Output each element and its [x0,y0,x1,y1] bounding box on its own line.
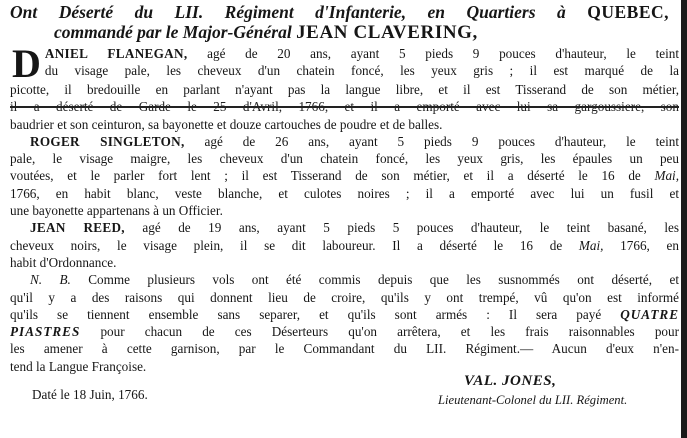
reward-amount-word: QUATRE [620,306,679,322]
month-italic: Mai, [578,237,604,253]
deserter-name: ANIEL FLANEGAN, [44,46,188,61]
text-line [10,306,679,323]
scan-border [681,0,687,438]
text-line: 1766, en habit blanc, veste blanche, et culotes noires ; il a emporté avec lui un fusil et [10,185,679,201]
text-segment: agé de 20 ans, ayant 5 pieds 9 pouces d'hauteur, le teint [187,46,680,61]
text-line: picotte, il bredouille en parlant n'ayant pas la langue libre, et il est Tisserand de son métier, [10,82,679,97]
text-line [10,237,679,254]
text-segment: agé de 26 ans, ayant 5 pieds 9 pouces d'hauteur, le teint [184,133,680,149]
text-line: il a déserté de Garde le 25 d'Avril, 1766, et il a emporté avec lui sa gargoussiere, son [10,99,679,115]
text-line [10,45,679,62]
month-italic: Mai, [654,168,679,184]
notice-body [10,41,680,375]
deserter-paragraph-flanegan [10,41,680,133]
text-line: les amener à cette garnison, par le Commandant du LII. Régiment.— Aucun d'eux n'en- [10,341,679,357]
reward-currency-word: PIASTRES [10,324,81,340]
text-line: tend la Langue Françoise. [10,358,147,374]
heading-regiment-text: Ont Déserté du LII. Régiment d'Infanterie, en Quartiers à [10,2,588,22]
text-segment: qu'ils se tiennent ensemble sans separer, et qu'ils sont armés : Il sera payé [10,306,621,322]
text-segment: pour chacun de ces Déserteurs qu'on arrêtera, et les frais raisonnables pour [80,324,679,340]
deserter-name: JEAN REED, [30,220,125,236]
notice-heading-line2 [54,22,679,43]
text-line: du visage pale, les cheveux d'un chatein foncé, les yeux gris ; il est marqué de la [44,63,679,79]
text-line [10,219,679,236]
text-line: baudrier et son ceinturon, sa bayonette et douze cartouches de poudre et de balles. [10,116,443,132]
text-line [10,167,679,184]
text-line: habit d'Ordonnance. [10,254,117,270]
text-segment: 1766, en [603,237,679,253]
text-line [10,323,679,340]
text-segment: cheveux noirs, le visage plein, il se dit laboureur. Il a déserté le 16 de [10,237,579,253]
signer-name: VAL. JONES, [464,373,557,390]
text-line [10,133,679,150]
heading-commander-text: commandé par le Major-Général [54,22,297,42]
drop-cap-letter: D [12,41,41,86]
heading-general-name: JEAN CLAVERING, [296,22,478,43]
text-line: une bayonette appartenans à un Officier. [10,203,223,219]
notice-date: Daté le 18 Juin, 1766. [32,387,148,403]
signature-block [10,375,679,415]
deserter-name: ROGER SINGLETON, [30,133,185,149]
reward-paragraph [10,271,679,375]
notice-heading-line1 [10,2,669,22]
text-line [10,271,679,288]
nota-bene: N. B. [30,272,71,288]
deserter-paragraph-reed [10,219,679,271]
heading-city: QUEBEC, [587,2,669,22]
text-line: pale, le visage maigre, les cheveux d'un chatein foncé, les yeux gris, les épaules un peu [10,151,679,167]
deserter-paragraph-singleton [10,133,679,219]
text-segment: voutées, et le parler fort lent ; il est Tisserand de son métier, et il a déserté le 16 de [10,168,655,184]
text-segment: agé de 19 ans, ayant 5 pieds 5 pouces d'hauteur, le teint basané, les [124,220,680,236]
text-line: qu'il y a des raisons qui donnent lieu de croire, qu'ils y ont trempé, vû qu'on est informé [10,289,679,305]
text-segment: Comme plusieurs vols ont été commis depuis que les susnommés ont déserté, et [70,272,679,288]
signer-title: Lieutenant-Colonel du LII. Régiment. [438,393,628,408]
